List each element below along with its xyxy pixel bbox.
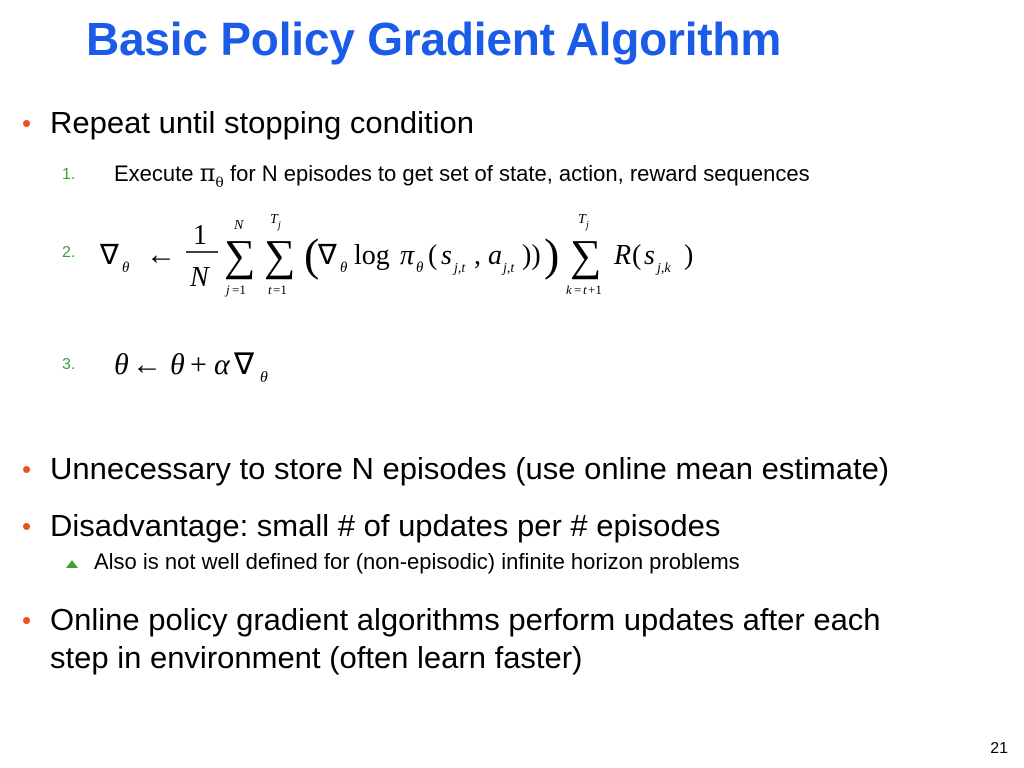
svg-text:θ: θ bbox=[114, 348, 129, 381]
svg-text:∑: ∑ bbox=[570, 231, 602, 280]
step-1-text bbox=[114, 159, 810, 191]
svg-text:,: , bbox=[474, 240, 481, 271]
svg-text:j,t: j,t bbox=[454, 261, 466, 276]
svg-text:j,k: j,k bbox=[657, 261, 671, 276]
sub-bullet-text: Also is not well defined for (non-episodic) infinite horizon problems bbox=[94, 549, 740, 574]
step-1-prefix: Execute bbox=[114, 161, 194, 186]
bullet-text: Repeat until stopping condition bbox=[50, 105, 474, 140]
gradient-estimate-equation bbox=[96, 204, 716, 304]
step-number: 3. bbox=[62, 356, 76, 373]
svg-text:j: j bbox=[586, 220, 589, 231]
pi-symbol: π bbox=[199, 159, 216, 187]
svg-text:←: ← bbox=[132, 348, 162, 381]
svg-text:+: + bbox=[190, 348, 207, 381]
svg-text:1: 1 bbox=[193, 220, 207, 251]
bullet-text: Unnecessary to store N episodes (use online mean estimate) bbox=[50, 451, 890, 486]
svg-text:θ: θ bbox=[170, 348, 185, 381]
svg-text:θ: θ bbox=[340, 260, 348, 276]
svg-text:): ) bbox=[544, 229, 560, 280]
bullet-dot-icon: • bbox=[22, 511, 32, 541]
svg-text:s: s bbox=[441, 240, 452, 271]
svg-text:=1: =1 bbox=[273, 282, 287, 297]
svg-text:N: N bbox=[190, 262, 209, 293]
svg-text:j: j bbox=[226, 282, 230, 297]
svg-text:∇: ∇ bbox=[318, 240, 337, 271]
svg-text:t: t bbox=[583, 282, 587, 297]
svg-text:(: ( bbox=[632, 240, 642, 271]
svg-text:∇: ∇ bbox=[100, 240, 119, 271]
svg-text:θ: θ bbox=[260, 369, 268, 386]
pi-theta-symbol bbox=[199, 159, 224, 191]
svg-text:∑: ∑ bbox=[264, 231, 296, 280]
slide-title: Basic Policy Gradient Algorithm bbox=[86, 13, 782, 65]
svg-text:π: π bbox=[400, 240, 415, 271]
step-number: 2. bbox=[62, 244, 76, 261]
svg-text:T: T bbox=[578, 212, 586, 227]
svg-text:∇: ∇ bbox=[234, 348, 255, 381]
svg-text:k: k bbox=[566, 282, 572, 297]
svg-text:log: log bbox=[354, 240, 390, 271]
bullet-dot-icon: • bbox=[22, 605, 32, 635]
svg-text:)): )) bbox=[522, 240, 541, 271]
svg-text:j: j bbox=[278, 220, 281, 231]
step-1-suffix: for N episodes to get set of state, action, reward sequences bbox=[229, 161, 810, 186]
svg-text:R: R bbox=[614, 240, 632, 271]
svg-text:←: ← bbox=[146, 238, 176, 271]
svg-text:+1: +1 bbox=[588, 282, 602, 297]
svg-text:=1: =1 bbox=[232, 282, 246, 297]
svg-text:=: = bbox=[574, 282, 582, 297]
svg-text:j,t: j,t bbox=[503, 261, 515, 276]
triangle-bullet-icon bbox=[66, 560, 78, 568]
bullet-text: Disadvantage: small # of updates per # episodes bbox=[50, 508, 721, 543]
svg-text:∑: ∑ bbox=[224, 231, 256, 280]
svg-text:θ: θ bbox=[122, 260, 130, 276]
svg-text:N: N bbox=[234, 218, 244, 233]
svg-text:): ) bbox=[684, 240, 694, 271]
bullet-text: Online policy gradient algorithms perform updates after each bbox=[50, 602, 881, 637]
svg-text:T: T bbox=[270, 212, 278, 227]
bullet-text: step in environment (often learn faster) bbox=[50, 640, 583, 675]
step-number: 1. bbox=[62, 166, 76, 183]
svg-text:θ: θ bbox=[416, 260, 424, 276]
page-number: 21 bbox=[990, 740, 1008, 757]
svg-text:s: s bbox=[644, 240, 655, 271]
bullet-dot-icon: • bbox=[22, 454, 32, 484]
svg-text:(: ( bbox=[304, 229, 320, 280]
parameter-update-equation bbox=[110, 338, 330, 390]
theta-subscript: θ bbox=[215, 174, 224, 191]
bullet-dot-icon: • bbox=[22, 108, 32, 138]
svg-text:α: α bbox=[214, 348, 230, 381]
svg-text:(: ( bbox=[428, 240, 438, 271]
svg-text:t: t bbox=[268, 282, 272, 297]
svg-text:a: a bbox=[488, 240, 502, 271]
